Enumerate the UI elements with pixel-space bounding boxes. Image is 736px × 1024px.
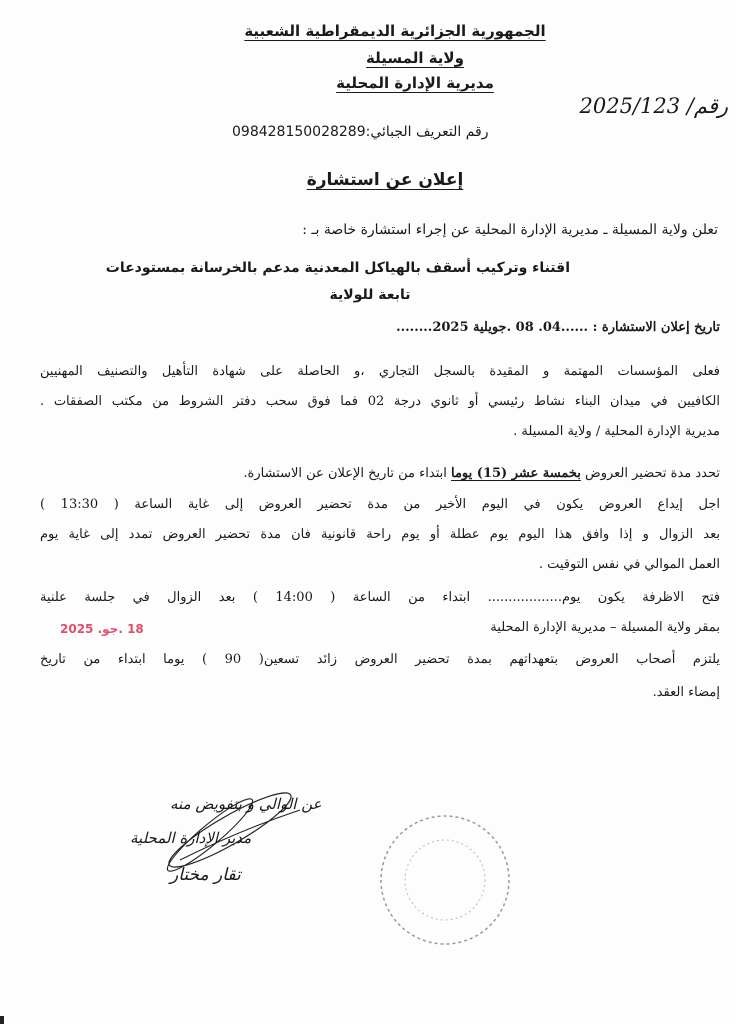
deposit-line1: اجل إيداع العروض يكون في اليوم الأخير من مدة تحضير العروض إلى غاية الساعة ( 13:30 ) xyxy=(40,497,720,512)
signature-line1: عن الوالي و بتفويض منه xyxy=(170,795,322,813)
header-wilaya: ولاية المسيلة xyxy=(366,49,464,67)
document-title: إعلان عن استشارة xyxy=(306,170,464,190)
opening-date-stamp: 18 .جو. 2025 xyxy=(60,622,144,636)
intro-text: تعلن ولاية المسيلة ـ مديرية الإدارة المحلية عن إجراء استشارة خاصة بـ : xyxy=(302,222,718,238)
deposit-line2: بعد الزوال و إذا وافق هذا اليوم يوم عطلة أو يوم راحة قانونية فان مدة تحضير العروض تمدد إلى غاية يوم xyxy=(40,527,720,542)
deposit-line3: العمل الموالي في نفس التوقيت . xyxy=(538,557,720,572)
signature-line2: مدير الإدارة المحلية xyxy=(130,829,252,847)
official-seal-icon xyxy=(375,810,515,950)
date-value: ......04. 08 .جويلية 2025........ xyxy=(396,320,589,335)
paragraph1-line1: فعلى المؤسسات المهتمة و المقيدة بالسجل التجاري ،و الحاصلة على شهادة التأهيل والتصنيف المهنيين xyxy=(40,364,720,379)
duration-before: تحدد مدة تحضير العروض xyxy=(580,466,720,481)
header-republic: الجمهورية الجزائرية الديمقراطية الشعبية xyxy=(244,22,546,40)
fiscal-id: رقم التعريف الجبائي:098428150028289 xyxy=(232,124,489,140)
commitment-line2: إمضاء العقد. xyxy=(652,685,720,700)
subject-line-1: اقتناء وتركيب أسقف بالهياكل المعدنية مدعم بالخرسانة بمستودعات xyxy=(105,260,570,276)
handwritten-reference: رقم/ 2025/123 xyxy=(579,94,728,118)
scan-edge-mark xyxy=(0,1016,4,1024)
subject-line-2: تابعة للولاية xyxy=(329,287,411,303)
duration-text xyxy=(243,466,720,481)
consultation-date xyxy=(396,320,720,335)
duration-bold: بخمسة عشر (15) يوما xyxy=(451,466,581,481)
commitment-line1: يلتزم أصحاب العروض بتعهداتهم بمدة تحضير العروض زائد تسعين( 90 ) يوما ابتداء من تاريخ xyxy=(40,652,721,667)
paragraph1-line2: الكافيين في ميدان البناء نشاط رئيسي أو ثانوي درجة 02 فما فوق سحب دفتر الشروط من مكتب الصفقات . xyxy=(40,394,720,409)
signature-name: تقار مختار xyxy=(170,865,241,885)
date-label: تاريخ إعلان الاستشارة : xyxy=(592,320,720,335)
duration-after: ابتداء من تاريخ الإعلان عن الاستشارة. xyxy=(243,466,451,481)
paragraph1-line3: مديرية الإدارة المحلية / ولاية المسيلة . xyxy=(513,424,720,439)
opening-line1: فتح الاظرفة يكون يوم.................. ابتداء من الساعة ( 14:00 ) بعد الزوال في جلسة علنية xyxy=(40,590,720,605)
opening-line2: بمقر ولاية المسيلة – مديرية الإدارة المحلية xyxy=(490,620,720,635)
header-directorate: مديرية الإدارة المحلية xyxy=(336,74,494,92)
